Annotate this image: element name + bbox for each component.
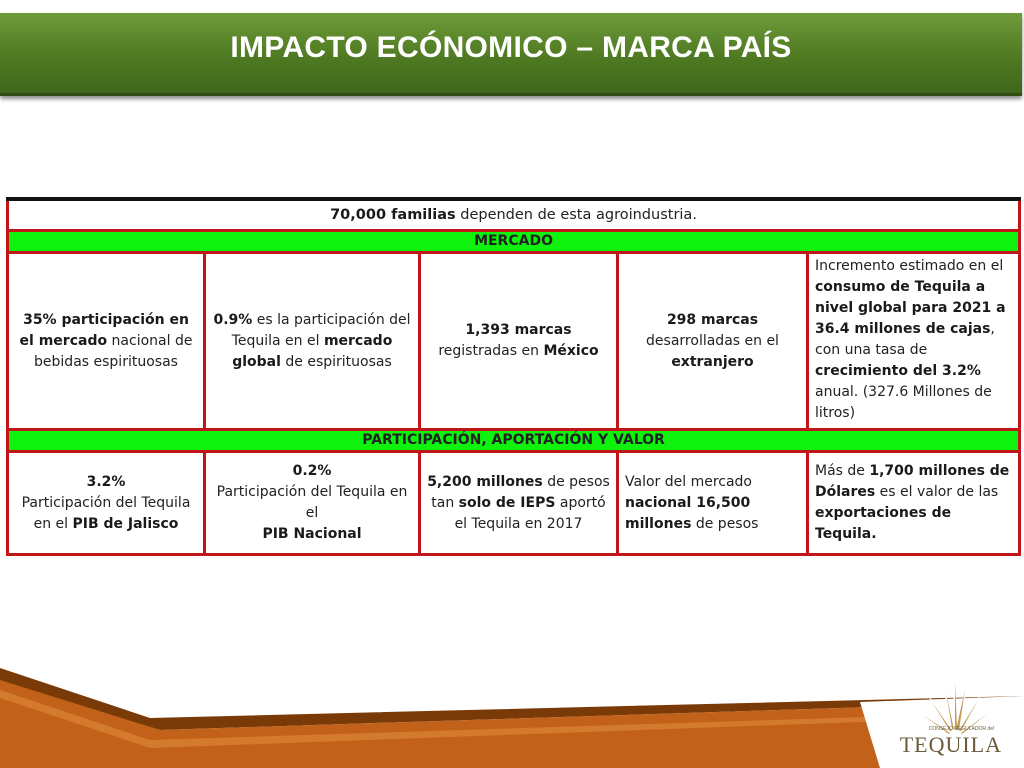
cell-text: es el valor de las [875, 484, 999, 500]
section-header-mercado: MERCADO [8, 231, 1020, 253]
participacion-cell-pib-nacional [205, 452, 420, 555]
cell-bold: extranjero [671, 353, 754, 370]
cell-bold: nacional 16,500 millones [625, 494, 751, 532]
title-bar [0, 13, 1022, 96]
cell-bold: 0.9% [213, 311, 253, 328]
mercado-cell-national-share [8, 253, 205, 430]
cell-bold: consumo de Tequila a nivel global para 2021 a 36.4 millones de cajas [815, 279, 1006, 337]
cell-bold: 3.2% [86, 473, 126, 490]
cell-bold: exportaciones de Tequila. [815, 505, 952, 542]
cell-text: es la participación del Tequila en el [231, 311, 411, 349]
cell-bold: solo de IEPS [458, 494, 556, 511]
section-header-participacion: PARTICIPACIÓN, APORTACIÓN Y VALOR [8, 430, 1020, 452]
cell-text: desarrolladas en el [646, 332, 779, 349]
cell-bold: crecimiento del 3.2% [815, 363, 981, 379]
cell-text: de pesos tan [431, 473, 610, 511]
mercado-cell-brands-abroad [618, 253, 808, 430]
logo-subtitle: CONSEJO REGULADOR del [928, 726, 994, 732]
participacion-cell-national-market [618, 452, 808, 555]
cell-bold: 35% participación en el mercado [19, 311, 189, 349]
families-text: dependen de esta agroindustria. [455, 206, 697, 223]
cell-text: de espirituosas [280, 353, 392, 370]
logo-wordmark: TEQUILA [899, 732, 1002, 757]
cell-bold: México [543, 343, 599, 359]
cell-bold: 5,200 millones [427, 473, 543, 490]
cell-bold: PIB de Jalisco [72, 515, 179, 532]
cell-text: anual. (327.6 Millones de litros) [815, 384, 992, 421]
families-row [8, 199, 1020, 231]
mercado-cell-global-share [205, 253, 420, 430]
mercado-cell-brands-mexico [420, 253, 618, 430]
cell-text: aportó el Tequila en 2017 [454, 494, 606, 532]
cell-text: registradas en [438, 343, 544, 359]
cell-bold: 1,393 marcas [465, 322, 572, 338]
cell-bold: mercado global [232, 332, 393, 370]
cell-bold: 298 marcas [666, 311, 759, 328]
data-table [6, 197, 1021, 556]
families-count: 70,000 familias [330, 206, 456, 223]
cell-text: Más de [815, 463, 870, 479]
cell-text: , con una tasa de [815, 321, 995, 358]
cell-text: Valor del mercado [625, 473, 752, 490]
cell-text: de pesos [691, 515, 759, 532]
participacion-cell-exports [808, 452, 1020, 555]
cell-bold: 0.2% [292, 463, 332, 479]
cell-bold: PIB Nacional [262, 526, 362, 542]
cell-text: Incremento estimado en el [815, 258, 1004, 274]
cell-bold: 1,700 millones de Dólares [815, 463, 1010, 500]
participacion-cell-pib-jalisco [8, 452, 205, 555]
participacion-cell-ieps [420, 452, 618, 555]
cell-text: nacional de bebidas espirituosas [34, 332, 193, 370]
bottom-decorative-band [0, 668, 1024, 768]
cell-text: Participación del Tequila en el [216, 484, 408, 521]
page-title: IMPACTO ECÓNOMICO – MARCA PAÍS [230, 31, 792, 64]
data-table-container [6, 197, 1018, 556]
cell-text: Participación del Tequila en el [21, 494, 191, 532]
mercado-cell-global-consumption [808, 253, 1020, 430]
